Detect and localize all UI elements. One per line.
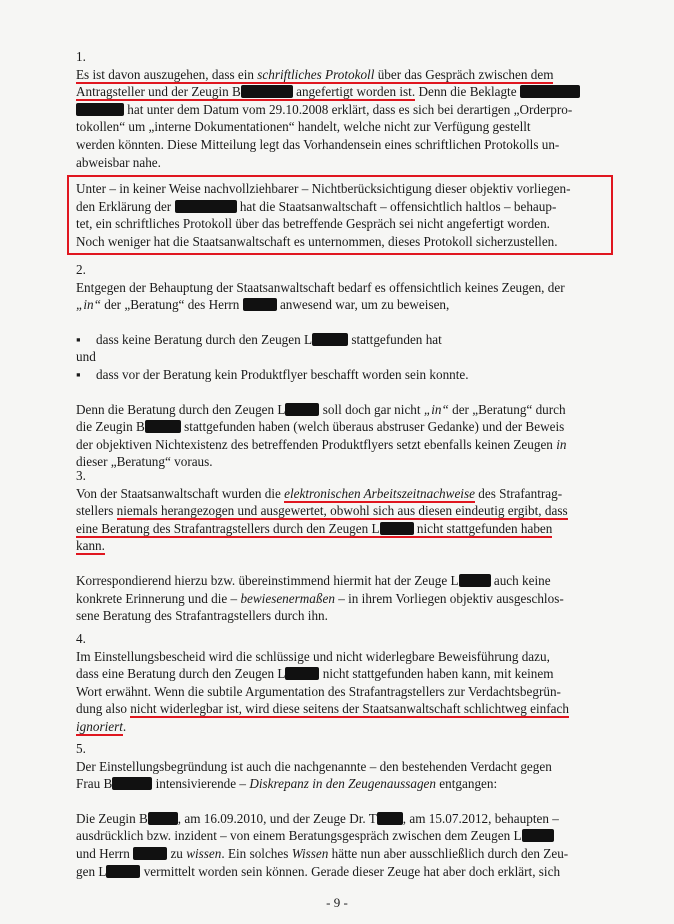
text-line: „in“ der „Beratung“ des Herrn anwesend war, um zu beweisen, [76,297,450,313]
text-line: Von der Staatsanwaltschaft wurden die elektronischen Arbeitszeitnachweise des Strafantrag- [76,485,563,501]
redaction [243,298,277,311]
bullet-item: ▪ dass keine Beratung durch den Zeugen L stattgefunden hat [76,331,614,349]
text-line: tet, ein schriftliches Protokoll über das betreffende Gespräch sei nicht angefertigt worden. [76,216,550,232]
text-line: und Herrn zu wissen. Ein solches Wissen hätte nun aber ausschließlich durch den Zeu- [76,845,569,861]
section-number: 5. [76,741,86,756]
text-line: Wort erwähnt. Wenn die subtile Argumentation des Strafantragstellers zur Verdachtsbegrün- [76,683,561,699]
text-line: dung also nicht widerlegbar ist, wird diese seitens der Staatsanwaltschaft schlichtweg einfach [76,701,569,717]
section-number: 3. [76,468,86,483]
text-line: ausdrücklich bzw. inzident – von einem Beratungsgespräch zwischen dem Zeugen L [76,827,614,845]
redaction [522,829,554,842]
text-line: Entgegen der Behauptung der Staatsanwaltschaft bedarf es offensichtlich keines Zeugen, der [76,279,565,295]
text-line: die Zeugin B stattgefunden haben (welch überaus abstruser Gedanke) und der Beweis [76,419,565,435]
text-line: den Erklärung der hat die Staatsanwaltschaft – offensichtlich haltlos – behaup- [76,198,557,214]
section-number: 1. [76,49,86,64]
text-line: hat unter dem Datum vom 29.10.2008 erklärt, dass es sich bei derartigen „Orderpro- [76,101,614,119]
section-number: 2. [76,262,86,277]
text-line: dass eine Beratung durch den Zeugen L nicht stattgefunden haben kann, mit keinem [76,666,554,682]
text-line: dieser „Beratung“ voraus. [76,454,213,470]
text-line: tokollen“ um „interne Dokumentationen“ handelt, welche nicht zur Verfügung gestellt [76,119,531,135]
text-line: gen L vermittelt worden sein können. Gerade dieser Zeuge hat aber doch erklärt, sich [76,863,561,879]
redaction [377,812,403,825]
text-line: kann. [76,538,105,554]
section-2 [76,261,614,471]
highlighted-paragraph [67,175,613,255]
redaction [145,420,181,433]
text-line: sene Beratung des Strafantragstellers durch ihn. [76,608,328,624]
text-line: Unter – in keiner Weise nachvollziehbarer – Nichtberücksichtigung dieser objektiv vorliegen- [76,181,571,196]
text-line: stellers niemals herangezogen und ausgewertet, obwohl sich aus diesen eindeutig ergibt, dass [76,503,568,519]
page-number: - 9 - [326,895,348,910]
redaction [148,812,178,825]
section-5 [76,740,614,880]
text-line: Die Zeugin B , am 16.09.2010, und der Zeuge Dr. T , am 15.07.2012, behaupten – [76,810,559,826]
section-3 [76,467,614,625]
text-line: eine Beratung des Strafantragstellers durch den Zeugen L nicht stattgefunden haben [76,520,553,536]
redaction [312,333,348,346]
redaction [106,865,140,878]
text-line: Antragsteller und der Zeugin B angefertigt worden ist. Denn die Beklagte [76,83,614,101]
redaction [76,103,124,116]
text-line: Frau B intensivierende – Diskrepanz in den Zeugenaussagen entgangen: [76,776,498,792]
redaction [133,847,167,860]
text-line: und [76,349,96,365]
section-4 [76,630,614,736]
redaction [285,667,319,680]
redaction [380,522,414,535]
text-line: der objektiven Nichtexistenz des betreffenden Produktflyers setzt ebenfalls keinen Zeugen in [76,436,567,452]
text-line: Noch weniger hat die Staatsanwaltschaft es unternommen, dieses Protokoll sicherzustellen. [76,233,558,249]
text-line: ignoriert. [76,718,127,734]
redaction [459,574,491,587]
redaction [520,85,580,98]
text-line: abweisbar nahe. [76,154,161,170]
redaction [112,777,152,790]
bullet-item: ▪ dass vor der Beratung kein Produktflyer beschafft worden sein konnte. [76,366,614,384]
redaction [175,200,237,213]
section-number: 4. [76,631,86,646]
text-line: Es ist davon auszugehen, dass ein schriftliches Protokoll über das Gespräch zwischen dem [76,66,554,82]
section-1 [76,48,614,171]
text-line: Denn die Beratung durch den Zeugen L soll doch gar nicht „in“ der „Beratung“ durch [76,401,566,417]
text-line: werden könnten. Diese Mitteilung legt das Vorhandensein eines schriftlichen Protokolls un- [76,136,560,152]
text-line: Im Einstellungsbescheid wird die schlüssige und nicht widerlegbare Beweisführung dazu, [76,648,550,664]
redaction [285,403,319,416]
text-line: konkrete Erinnerung und die – bewiesenermaßen – in ihrem Vorliegen objektiv ausgeschlos- [76,590,564,606]
text-line: Korrespondierend hierzu bzw. übereinstimmend hiermit hat der Zeuge L auch keine [76,572,551,588]
redaction [241,85,293,98]
text-line: Der Einstellungsbegründung ist auch die nachgenannte – den bestehenden Verdacht gegen [76,758,552,774]
